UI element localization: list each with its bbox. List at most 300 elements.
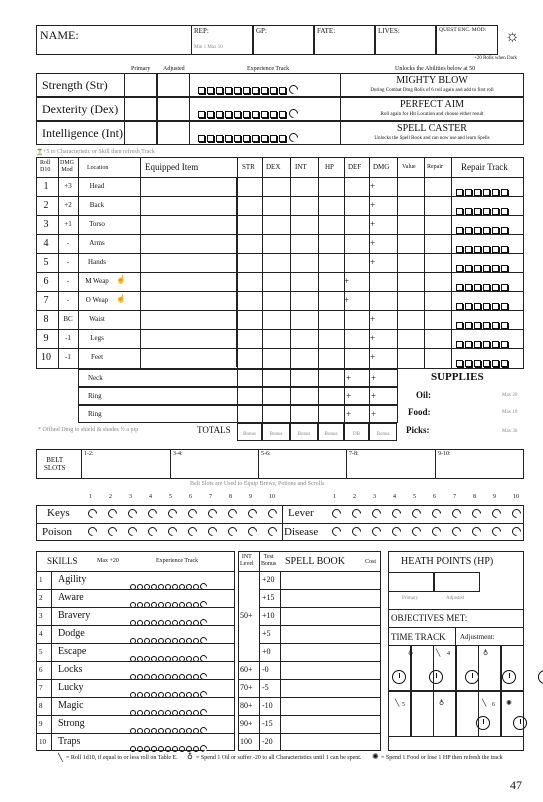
spell-level: 70+ — [240, 683, 253, 692]
repair-checkbox[interactable] — [456, 284, 463, 291]
spell-level: 90+ — [240, 719, 253, 728]
track-number: 8 — [229, 494, 232, 500]
exp-checkbox[interactable] — [279, 111, 286, 118]
food-icon: ✺ — [372, 752, 379, 761]
repair-checkbox[interactable] — [483, 303, 490, 310]
time-cell[interactable] — [456, 691, 479, 737]
exp-checkbox[interactable] — [225, 135, 232, 142]
repair-track[interactable] — [456, 335, 510, 353]
equip-mod: +2 — [64, 201, 72, 209]
keys-label: Keys — [47, 507, 70, 519]
belt-slot-label: 7-8: — [349, 451, 359, 457]
equip-roll: 5 — [43, 257, 49, 268]
eq-dex-header: DEX — [266, 163, 281, 171]
exp-checkbox[interactable] — [279, 135, 286, 142]
repair-checkbox[interactable] — [492, 303, 499, 310]
bonus-label: Bonus — [243, 432, 256, 437]
skill-name: Strong — [58, 718, 85, 729]
spell-bonus: +5 — [262, 629, 271, 638]
repair-checkbox[interactable] — [501, 227, 508, 234]
oil-max: Max 20 — [502, 393, 518, 398]
equip-roll: 8 — [43, 314, 49, 325]
track-number: 1 — [89, 494, 92, 500]
refresh-icon — [287, 107, 300, 120]
lives-label: LIVES: — [378, 27, 400, 35]
exp-checkbox[interactable] — [207, 87, 214, 94]
repair-checkbox[interactable] — [465, 322, 472, 329]
equip-dmg: + — [370, 314, 376, 324]
skill-number: 6 — [39, 666, 43, 674]
exp-checkbox[interactable] — [252, 87, 259, 94]
repair-checkbox[interactable] — [474, 227, 481, 234]
exp-checkbox[interactable] — [261, 111, 268, 118]
skills-max: Max +20 — [97, 558, 119, 564]
equip-mod: - — [66, 258, 70, 266]
char-primary-field[interactable] — [124, 97, 157, 121]
bonus-label: Bonus — [297, 432, 311, 437]
skill-exp-circle[interactable] — [144, 746, 150, 752]
equip-mod: - — [66, 239, 70, 247]
repair-checkbox[interactable] — [474, 265, 481, 272]
char-adjusted-field[interactable] — [157, 121, 190, 145]
skill-exp-circle[interactable] — [165, 746, 171, 752]
belt-slot-label: 1-2: — [84, 451, 94, 457]
eq-hp-header: HP — [325, 163, 334, 171]
test-bonus-header: Test Bonus — [261, 554, 277, 567]
equip-roll: 1 — [43, 181, 49, 192]
spell-bonus: +10 — [262, 611, 275, 620]
repair-track[interactable] — [456, 278, 510, 296]
exp-checkbox[interactable] — [243, 111, 250, 118]
repair-checkbox[interactable] — [501, 322, 508, 329]
equip-dmg: + — [370, 219, 376, 229]
skill-exp-track[interactable] — [130, 649, 207, 667]
equip-location: Legs — [90, 334, 104, 342]
hand-icon: ☝ — [116, 275, 126, 284]
repair-checkbox[interactable] — [483, 284, 490, 291]
repair-checkbox[interactable] — [483, 322, 490, 329]
spell-level: 60+ — [240, 665, 253, 674]
footer-roll: = Roll 1d10, if equal to or less roll on Table E. — [66, 755, 178, 761]
exp-checkbox[interactable] — [270, 87, 277, 94]
rep-label: REP: — [194, 27, 209, 35]
repair-checkbox[interactable] — [492, 284, 499, 291]
equipped-item-field[interactable] — [140, 272, 237, 291]
time-mark-icon: ╲ — [436, 649, 441, 657]
equipped-item-field[interactable] — [140, 348, 237, 367]
acc-dmg-plus: + — [371, 409, 377, 419]
repair-checkbox[interactable] — [501, 284, 508, 291]
skill-number: 5 — [39, 648, 43, 656]
hp-adjusted-field[interactable] — [434, 572, 480, 592]
repair-track[interactable] — [456, 221, 510, 239]
exp-checkbox[interactable] — [225, 87, 232, 94]
bonus-label: DB — [353, 432, 360, 437]
char-note: +5 to Characteristic or Skill then refresh Track — [43, 149, 155, 155]
equip-location: Back — [89, 201, 105, 209]
ability-name: MIGHTY BLOW — [396, 75, 468, 86]
exp-checkbox[interactable] — [270, 135, 277, 142]
equip-dmg: + — [370, 200, 376, 210]
repair-checkbox[interactable] — [456, 360, 463, 367]
picks-max: Max 30 — [502, 429, 518, 434]
track-number: 4 — [393, 494, 396, 500]
time-mark-icon: ♁ — [483, 649, 489, 657]
repair-checkbox[interactable] — [483, 208, 490, 215]
repair-checkbox[interactable] — [474, 322, 481, 329]
time-cell[interactable] — [433, 691, 456, 737]
primary-header: Primary — [131, 66, 151, 72]
repair-checkbox[interactable] — [483, 227, 490, 234]
exp-checkbox[interactable] — [243, 87, 250, 94]
skills-exp: Experience Track — [156, 558, 199, 564]
repair-checkbox[interactable] — [465, 360, 472, 367]
repair-checkbox[interactable] — [501, 208, 508, 215]
repair-checkbox[interactable] — [492, 208, 499, 215]
totals-label: TOTALS — [197, 425, 231, 435]
hand-icon: ☝ — [116, 294, 126, 303]
exp-checkbox[interactable] — [198, 135, 205, 142]
char-note-icon: ⏳ — [36, 150, 44, 156]
time-mark-6: 6 — [492, 702, 495, 708]
spell-bonus: +0 — [262, 647, 271, 656]
repair-checkbox[interactable] — [483, 360, 490, 367]
eq-roll-header: Roll D10 — [40, 160, 51, 173]
repair-checkbox[interactable] — [456, 322, 463, 329]
accessory-label: Neck — [88, 374, 103, 382]
eq-value-header: Value — [402, 164, 416, 170]
equip-mod: - — [66, 277, 70, 285]
skill-number: 1 — [39, 576, 43, 584]
equip-mod: +1 — [64, 220, 72, 228]
repair-track[interactable] — [456, 202, 510, 220]
eq-item-header: Equipped Item — [145, 162, 199, 172]
equipped-item-field[interactable] — [140, 329, 237, 348]
skill-exp-circle[interactable] — [172, 746, 178, 752]
repair-checkbox[interactable] — [492, 341, 499, 348]
repair-track[interactable] — [456, 354, 510, 372]
clock-icon — [392, 670, 406, 684]
skill-name: Aware — [58, 592, 84, 603]
skill-exp-circle[interactable] — [193, 746, 199, 752]
accessory-label: Ring — [88, 392, 102, 400]
food-label: Food: — [408, 407, 431, 417]
track-number: 9 — [249, 494, 252, 500]
exp-checkbox[interactable] — [198, 87, 205, 94]
skill-exp-circle[interactable] — [137, 746, 143, 752]
lever-label: Lever — [288, 507, 314, 519]
quest-label: QUEST ENC. MOD: — [439, 27, 487, 33]
repair-checkbox[interactable] — [492, 322, 499, 329]
exp-checkbox[interactable] — [198, 111, 205, 118]
eq-dmgc-header: DMG — [373, 163, 390, 171]
repair-checkbox[interactable] — [492, 227, 499, 234]
repair-checkbox[interactable] — [501, 246, 508, 253]
hp-primary-label: Primary — [402, 596, 419, 601]
footer-oil: = Spend 1 Oil or suffer -20 to all Characteristics until 1 can be spent. — [196, 755, 362, 761]
repair-checkbox[interactable] — [465, 189, 472, 196]
char-primary-field[interactable] — [124, 121, 157, 145]
repair-checkbox[interactable] — [456, 227, 463, 234]
repair-checkbox[interactable] — [456, 208, 463, 215]
oil-icon: ♁ — [187, 752, 193, 761]
skill-name: Traps — [58, 736, 81, 747]
belt-note: Belt Slots are Used to Equip Brews, Potions and Scrolls — [190, 481, 325, 487]
footer-food: = Spend 1 Food or lose 1 HP then refresh the track — [381, 755, 503, 761]
time-cell[interactable] — [388, 691, 411, 737]
equip-roll: 3 — [43, 219, 49, 230]
repair-checkbox[interactable] — [465, 284, 472, 291]
eq-loc-header: Location — [87, 165, 109, 171]
repair-checkbox[interactable] — [456, 265, 463, 272]
repair-checkbox[interactable] — [474, 284, 481, 291]
skill-exp-circle[interactable] — [179, 746, 185, 752]
time-cell[interactable] — [478, 691, 501, 737]
equipped-item-field[interactable] — [140, 196, 237, 215]
repair-checkbox[interactable] — [465, 265, 472, 272]
skill-exp-track[interactable] — [130, 631, 207, 649]
equip-dmg: + — [370, 257, 376, 267]
equip-location: M Weap — [85, 277, 109, 285]
repair-checkbox[interactable] — [474, 246, 481, 253]
repair-checkbox[interactable] — [456, 189, 463, 196]
time-track-label: TIME TRACK — [391, 632, 446, 642]
skill-exp-circle[interactable] — [151, 746, 157, 752]
equip-location: Feet — [90, 353, 104, 361]
repair-checkbox[interactable] — [456, 246, 463, 253]
skill-number: 2 — [39, 594, 43, 602]
rolls-dark-note: +20 Rolls when Dark — [474, 56, 517, 61]
ability-desc: Unlocks the Spell Book and can now use and learn Spells — [374, 136, 490, 141]
disease-label: Disease — [284, 526, 319, 538]
equipped-item-field[interactable] — [140, 234, 237, 253]
spellbook-title: SPELL BOOK — [285, 556, 345, 567]
repair-checkbox[interactable] — [501, 189, 508, 196]
repair-track[interactable] — [456, 259, 510, 277]
exp-checkbox[interactable] — [261, 87, 268, 94]
time-mark-icon: ✺ — [506, 699, 512, 707]
skill-exp-track[interactable] — [130, 577, 207, 595]
repair-checkbox[interactable] — [483, 246, 490, 253]
skill-number: 4 — [39, 630, 43, 638]
repair-track[interactable] — [456, 297, 510, 315]
equipped-item-field[interactable] — [140, 291, 237, 310]
time-cell[interactable] — [501, 645, 524, 691]
picks-label: Picks: — [406, 425, 430, 435]
exp-checkbox[interactable] — [216, 87, 223, 94]
repair-checkbox[interactable] — [474, 341, 481, 348]
skill-number: 9 — [39, 720, 43, 728]
skill-exp-track[interactable] — [130, 595, 207, 613]
exp-checkbox[interactable] — [207, 135, 214, 142]
track-number: 9 — [493, 494, 496, 500]
exp-checkbox[interactable] — [216, 111, 223, 118]
spell-level: 100 — [240, 737, 252, 746]
spellbook-cost: Cost — [365, 559, 377, 565]
bonus-label: Bonus — [376, 432, 390, 437]
repair-checkbox[interactable] — [456, 341, 463, 348]
char-name: Strength (Str) — [42, 78, 108, 92]
spell-bonus: -10 — [262, 701, 273, 710]
equip-roll: 6 — [43, 276, 49, 287]
supplies-title: SUPPLIES — [431, 371, 484, 383]
time-mark-icon: ♁ — [439, 699, 445, 707]
repair-track[interactable] — [456, 240, 510, 258]
equip-roll: 10 — [41, 352, 51, 363]
equipped-item-field[interactable] — [140, 253, 237, 272]
repair-track[interactable] — [456, 183, 510, 201]
skill-exp-track[interactable] — [130, 613, 207, 631]
exp-checkbox[interactable] — [252, 135, 259, 142]
exp-checkbox[interactable] — [252, 111, 259, 118]
int-level-header: INT Level — [240, 554, 254, 567]
skill-exp-track[interactable] — [130, 739, 207, 757]
exp-checkbox[interactable] — [216, 135, 223, 142]
time-cell[interactable] — [411, 691, 434, 737]
repair-track[interactable] — [456, 316, 510, 334]
food-max: Max 10 — [502, 410, 518, 415]
char-adjusted-field[interactable] — [157, 97, 190, 121]
time-cell[interactable] — [501, 691, 524, 737]
repair-checkbox[interactable] — [483, 189, 490, 196]
acc-dmg-plus: + — [371, 391, 377, 401]
equip-def: + — [344, 276, 350, 286]
repair-checkbox[interactable] — [501, 360, 508, 367]
exp-checkbox[interactable] — [270, 111, 277, 118]
char-primary-field[interactable] — [124, 73, 157, 97]
exp-checkbox[interactable] — [225, 111, 232, 118]
exp-checkbox[interactable] — [279, 87, 286, 94]
ability-desc: Roll again for Hit Location and choose either result — [380, 112, 484, 117]
skill-exp-track[interactable] — [130, 703, 207, 721]
skill-exp-track[interactable] — [130, 685, 207, 703]
repair-checkbox[interactable] — [492, 360, 499, 367]
repair-checkbox[interactable] — [501, 265, 508, 272]
spell-level: 50+ — [240, 611, 253, 620]
repair-checkbox[interactable] — [456, 303, 463, 310]
acc-def-plus: + — [346, 373, 352, 383]
acc-dmg-plus: + — [371, 373, 377, 383]
track-number: 3 — [373, 494, 376, 500]
bonus-label: Bonus — [269, 432, 283, 437]
repair-checkbox[interactable] — [492, 265, 499, 272]
oil-label: Oil: — [416, 390, 431, 400]
repair-checkbox[interactable] — [465, 208, 472, 215]
repair-checkbox[interactable] — [483, 265, 490, 272]
repair-checkbox[interactable] — [465, 303, 472, 310]
skill-number: 3 — [39, 612, 43, 620]
equip-location: Waist — [89, 315, 105, 323]
exp-checkbox[interactable] — [234, 111, 241, 118]
track-number: 5 — [169, 494, 172, 500]
ability-name: PERFECT AIM — [400, 99, 464, 110]
char-name: Dexterity (Dex) — [42, 102, 119, 116]
skill-exp-track[interactable] — [130, 667, 207, 685]
equip-mod: BC — [63, 315, 73, 323]
equipped-item-field[interactable] — [140, 215, 237, 234]
accessory-label: Ring — [88, 410, 102, 418]
repair-checkbox[interactable] — [465, 341, 472, 348]
skill-number: 10 — [39, 738, 46, 746]
repair-checkbox[interactable] — [465, 227, 472, 234]
skill-number: 7 — [39, 684, 43, 692]
eq-int-header: INT — [295, 163, 307, 171]
equip-mod: -1 — [65, 334, 71, 342]
track-number: 10 — [513, 494, 519, 500]
skill-exp-circle[interactable] — [130, 746, 136, 752]
time-cell[interactable] — [478, 645, 501, 691]
gp-label: GP: — [256, 27, 267, 35]
repair-checkbox[interactable] — [501, 341, 508, 348]
equip-location: Arms — [89, 239, 105, 247]
exp-checkbox[interactable] — [234, 135, 241, 142]
repair-checkbox[interactable] — [492, 246, 499, 253]
time-mark-icon: ╲ — [482, 699, 487, 707]
repair-checkbox[interactable] — [501, 303, 508, 310]
eq-dmg-header: DMG Mod — [60, 160, 75, 173]
belt-slot-label: 9-10: — [438, 451, 451, 457]
char-adjusted-field[interactable] — [157, 73, 190, 97]
eq-track-header: Repair Track — [461, 162, 508, 172]
time-mark-icon: ♁ — [408, 649, 414, 657]
poison-label: Poison — [42, 526, 72, 538]
equip-location: Hands — [88, 258, 106, 266]
exp-checkbox[interactable] — [243, 135, 250, 142]
repair-checkbox[interactable] — [465, 246, 472, 253]
adjustment-label: Adjustment: — [460, 633, 495, 641]
skill-exp-track[interactable] — [130, 721, 207, 739]
skill-exp-circle[interactable] — [186, 746, 192, 752]
hp-adjusted-label: Adjusted — [446, 596, 465, 601]
ability-desc: During Combat Dmg Rolls of 6 roll again and add to first roll — [370, 88, 494, 93]
repair-checkbox[interactable] — [474, 208, 481, 215]
skill-number: 8 — [39, 702, 43, 710]
track-number: 1 — [333, 494, 336, 500]
exp-checkbox[interactable] — [261, 135, 268, 142]
time-mark-4: 4 — [447, 651, 450, 657]
hp-title: HEATH POINTS (HP) — [401, 556, 494, 567]
repair-checkbox[interactable] — [474, 189, 481, 196]
exp-checkbox[interactable] — [207, 111, 214, 118]
time-mark-icon: ╲ — [395, 699, 400, 707]
equip-dmg: + — [370, 352, 376, 362]
exp-checkbox[interactable] — [234, 87, 241, 94]
equip-mod: -1 — [65, 353, 71, 361]
track-number: 10 — [269, 494, 275, 500]
repair-checkbox[interactable] — [474, 360, 481, 367]
equipped-item-field[interactable] — [140, 310, 237, 329]
refresh-icon — [287, 83, 300, 96]
track-number: 5 — [413, 494, 416, 500]
hp-primary-field[interactable] — [388, 572, 434, 592]
eq-str-header: STR — [242, 163, 255, 171]
rep-sub: Min 1 Max 10 — [194, 45, 223, 50]
skill-exp-circle[interactable] — [158, 746, 164, 752]
spell-bonus: -5 — [262, 683, 269, 692]
objectives-label: OBJECTIVES MET: — [391, 613, 468, 623]
track-number: 7 — [453, 494, 456, 500]
unlock-header: Unlocks the Abilities below at 50 — [395, 66, 476, 72]
repair-checkbox[interactable] — [474, 303, 481, 310]
time-cell[interactable] — [456, 645, 479, 691]
belt-label: BELT SLOTS — [44, 456, 66, 472]
repair-checkbox[interactable] — [492, 189, 499, 196]
time-cell[interactable] — [411, 645, 434, 691]
char-exp-track[interactable] — [198, 129, 298, 147]
spell-level: 80+ — [240, 701, 253, 710]
equipped-item-field[interactable] — [140, 177, 237, 196]
repair-checkbox[interactable] — [483, 341, 490, 348]
